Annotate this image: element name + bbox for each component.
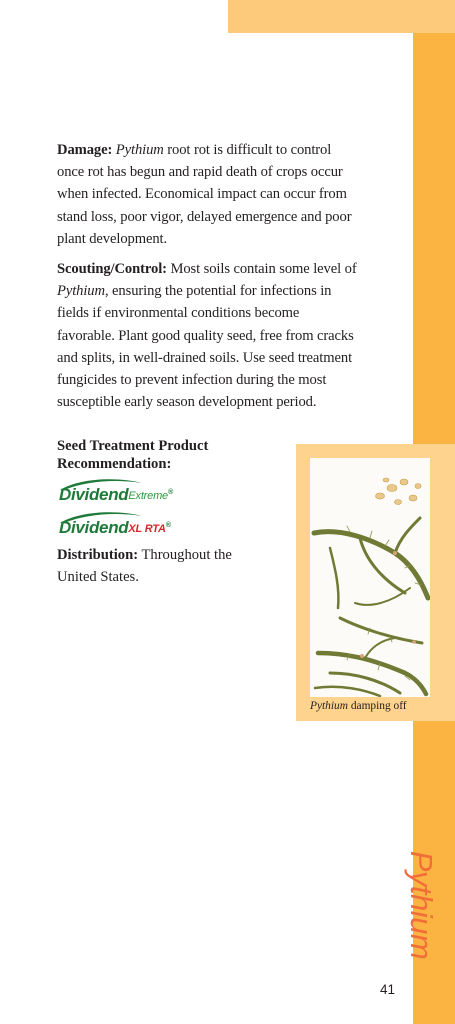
photo-caption — [310, 700, 407, 712]
scouting-text-before: Most soils contain some level of — [166, 261, 357, 278]
distribution-label: Distribution: — [57, 547, 139, 563]
distribution-text: Throughout the United States. — [57, 547, 232, 586]
logo-suffix: Extreme — [128, 490, 168, 502]
caption-text: damping off — [347, 700, 407, 712]
scouting-paragraph — [57, 258, 357, 413]
scouting-label: Scouting/Control: — [57, 261, 167, 278]
photo-panel — [296, 444, 455, 721]
dividend-extreme-logo — [58, 477, 228, 509]
damage-label: Damage: — [57, 142, 113, 158]
logo-brand: Dividend — [59, 485, 129, 504]
scouting-pathogen: Pythium — [57, 283, 105, 300]
recommendation-heading: Seed Treatment Product Recommendation: — [57, 438, 209, 472]
damage-text: root rot is difficult to control once rot has begun and rapid death of crops occur when infected. Economical impact can occur from stand loss, poor vigor, delayed emergence and poor plant development. — [57, 142, 352, 247]
scouting-text-after: , ensuring the potential for infections in fields if environmental conditions become favorable. Plant good quality seed, free from cracks and splits, in well-drained soils. Use seed treatment fungicides to prevent infection during the most susceptible early season development period. — [57, 283, 354, 411]
logo-suffix: XL RTA — [128, 523, 166, 535]
side-label-text: Pythium — [404, 850, 439, 960]
page-number: 41 — [380, 982, 396, 997]
registered-mark: ® — [165, 522, 171, 529]
main-text — [57, 139, 357, 421]
damage-paragraph — [57, 139, 357, 250]
dividend-xlrta-logo — [58, 510, 228, 542]
section-side-label — [391, 840, 451, 970]
header-tab — [228, 0, 455, 33]
distribution-paragraph — [57, 544, 267, 588]
caption-pathogen: Pythium — [310, 700, 348, 712]
seedling-roots-illustration — [310, 458, 430, 697]
logo-brand: Dividend — [59, 518, 129, 537]
damage-pathogen: Pythium — [115, 142, 164, 158]
registered-mark: ® — [167, 489, 173, 496]
pythium-photo — [310, 458, 430, 697]
